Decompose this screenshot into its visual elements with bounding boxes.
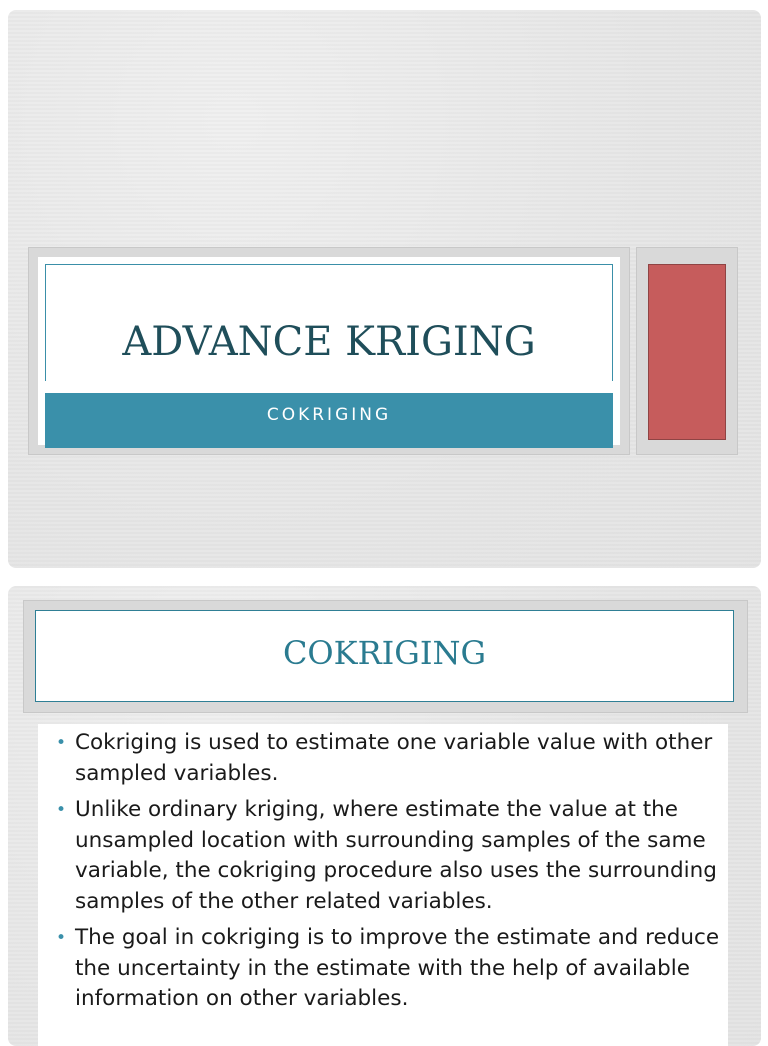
title-inner-border [45,264,613,381]
bullet-dot-icon: • [56,733,67,753]
accent-red-block [648,264,726,440]
content-slide [8,586,761,1046]
bullet-item [54,923,726,1015]
subtitle-band [45,393,613,448]
title-card [38,257,620,445]
bullet-list [54,728,726,1021]
bullet-item [54,728,726,789]
bullet-text: Unlike ordinary kriging, where estimate the value at the unsampled location with surrounding samples of the same variable, the cokriging procedure also uses the surrounding samples of the other related variables. [75,797,717,914]
slide-heading: COKRIGING [282,634,487,672]
bullet-item [54,795,726,917]
slide-title: ADVANCE KRIGING [122,319,536,365]
bullet-dot-icon: • [56,928,67,948]
title-slide [8,10,761,568]
heading-frame [23,600,748,713]
slide-subtitle: COKRIGING [266,404,392,425]
heading-card [35,610,734,702]
bullet-text: Cokriging is used to estimate one variable value with other sampled variables. [75,730,713,786]
content-card [38,724,728,1046]
accent-frame [636,247,738,455]
bullet-text: The goal in cokriging is to improve the estimate and reduce the uncertainty in the estimate with the help of available information on other variables. [75,925,720,1011]
title-frame [28,247,630,455]
bullet-dot-icon: • [56,800,67,820]
